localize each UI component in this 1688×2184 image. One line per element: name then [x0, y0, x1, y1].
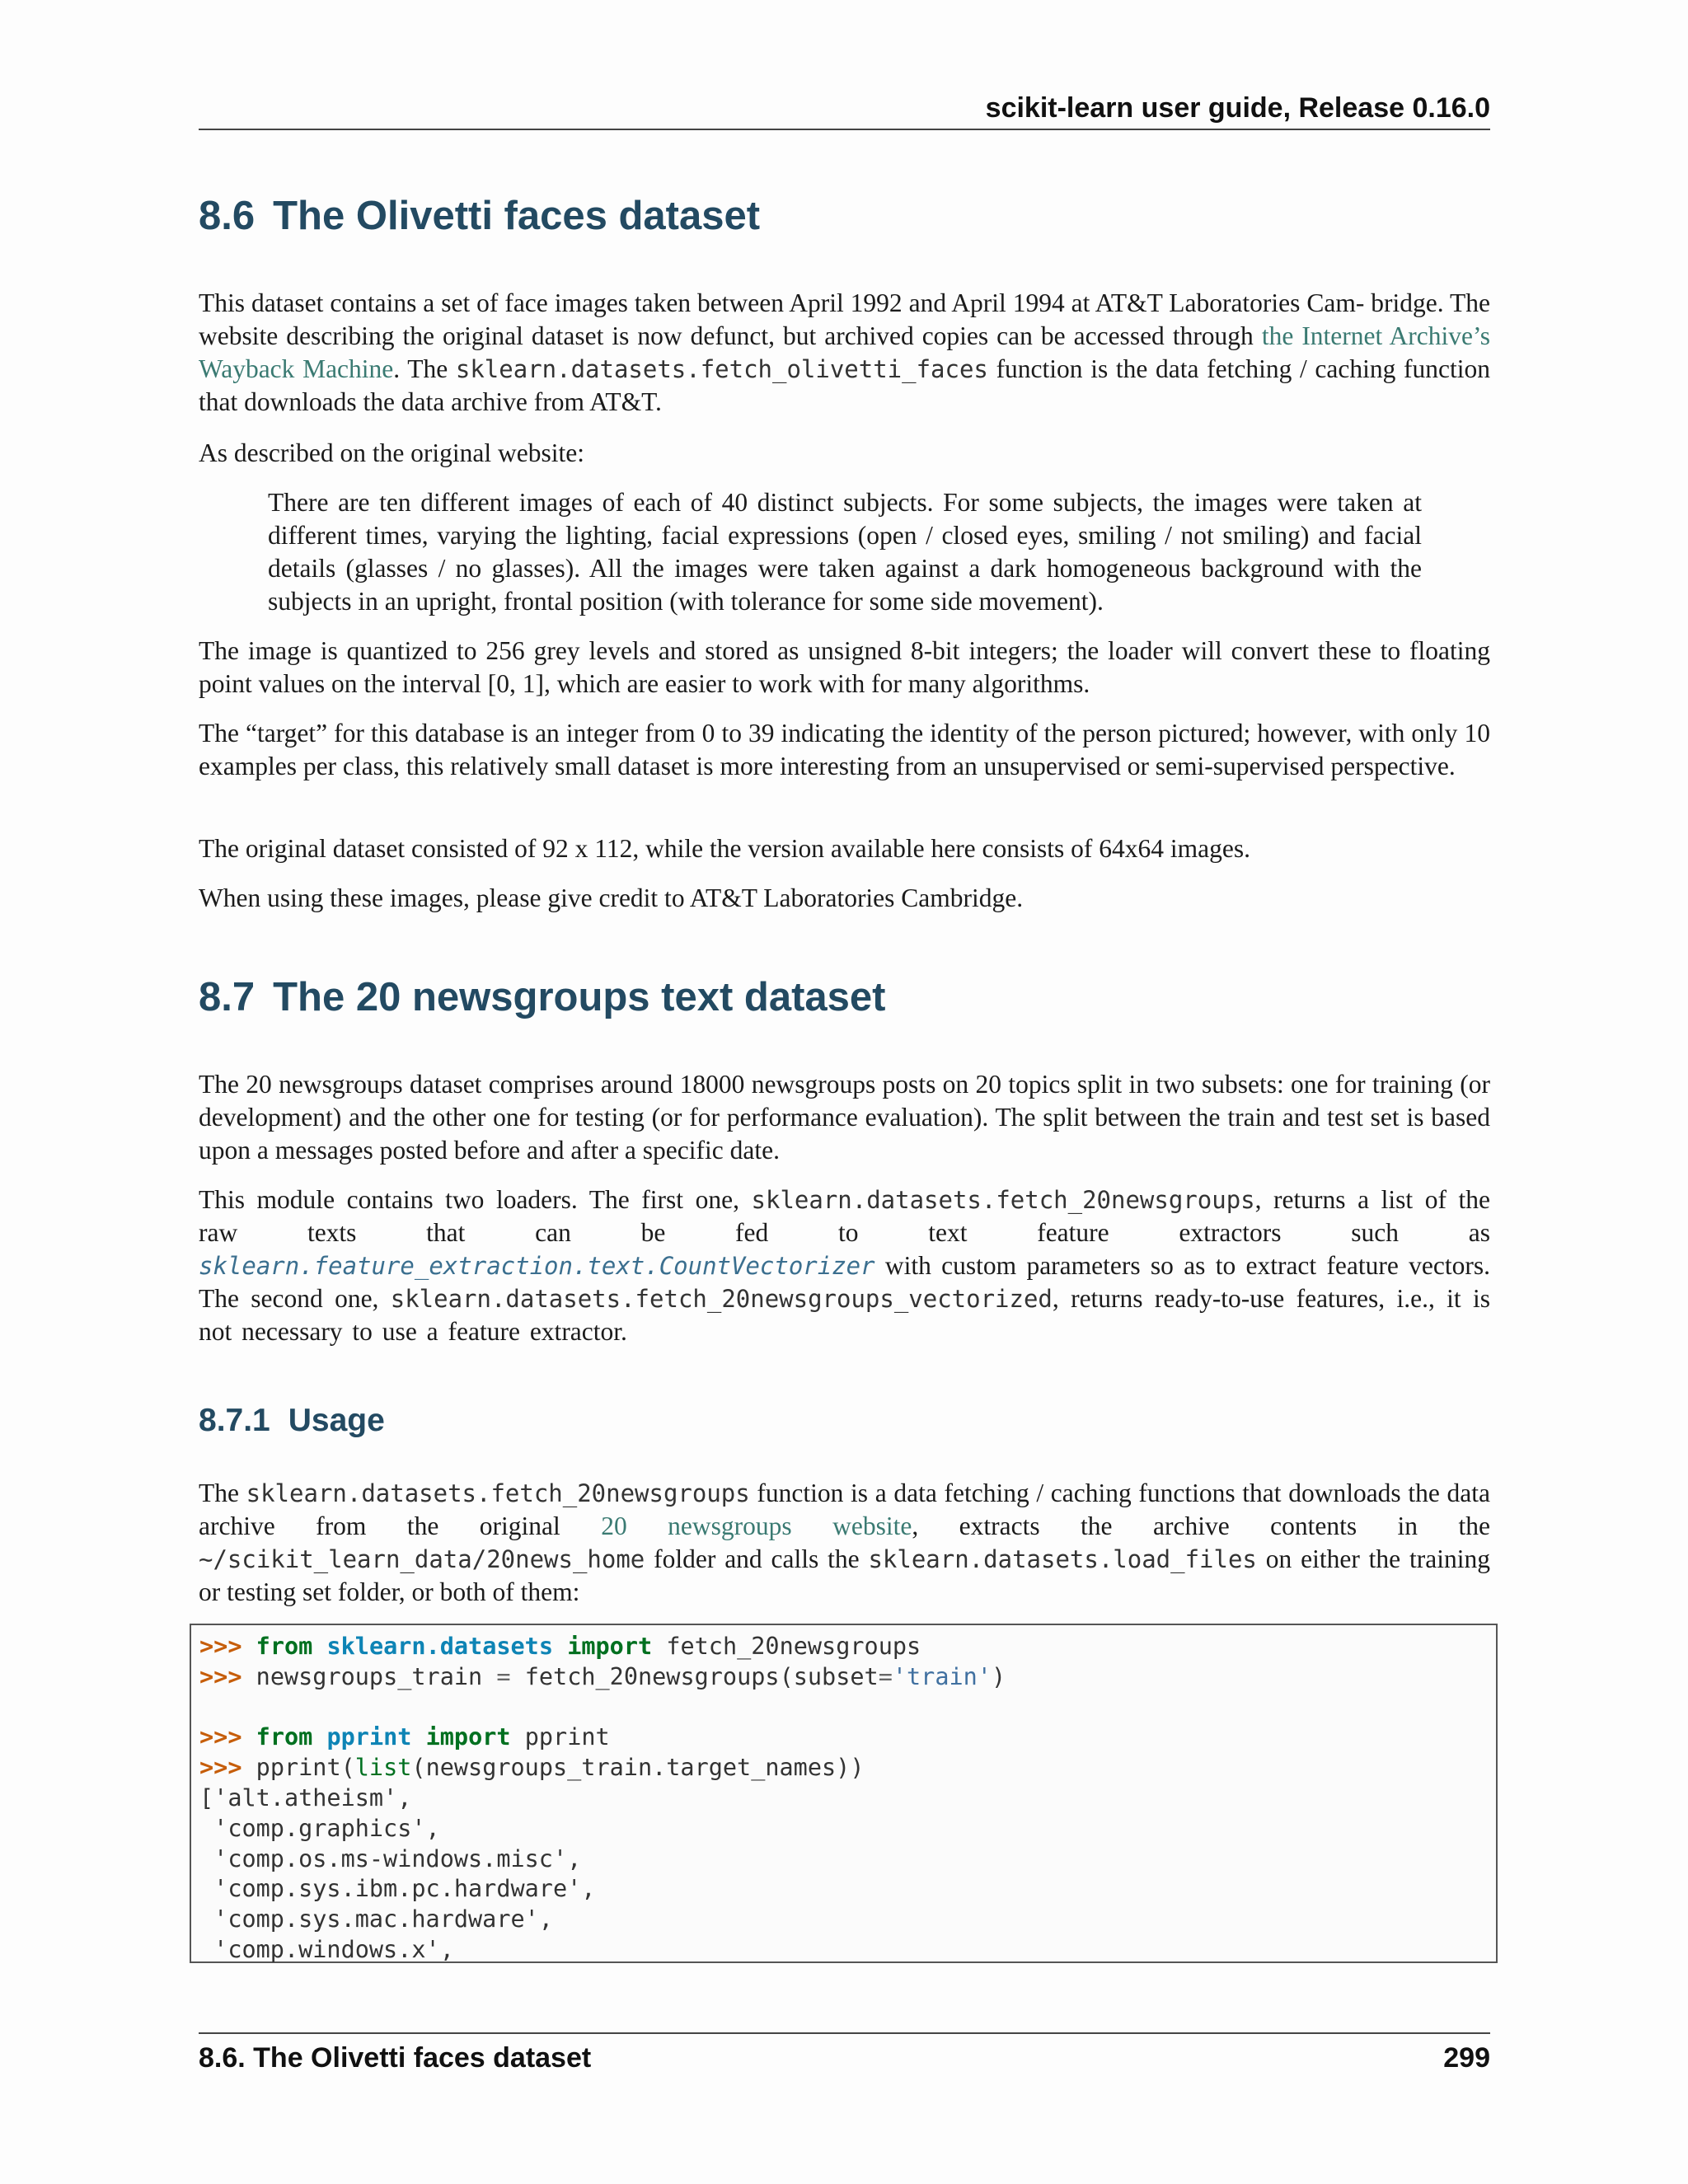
text: , returns ready-to-use features, i.e., it is not necessary to use a feature extractor. [199, 1284, 1490, 1346]
running-header: scikit-learn user guide, Release 0.16.0 [985, 92, 1490, 124]
keyword: from [256, 1633, 313, 1660]
text: , returns a list of the raw texts that can be fed to text feature extractors such as [199, 1185, 1490, 1247]
prompt: >>> [199, 1754, 242, 1782]
text: The [199, 1479, 246, 1507]
text: function is a data fetching / caching functions that downloads the data archive from the original [199, 1479, 1490, 1540]
code-output-line: 'comp.windows.x', [199, 1935, 454, 1963]
paragraph: The 20 newsgroups dataset comprises around 18000 newsgroups posts on 20 topics split in two subsets: one for training (or development) and the other one for testing (or for performance evaluation). The split between the train and test set is based upon a messages posted before and after a specific date. [199, 1070, 1490, 1165]
operator: = [496, 1662, 511, 1690]
code-output-line: 'comp.sys.ibm.pc.hardware', [199, 1875, 596, 1903]
section-title: The Olivetti faces dataset [273, 194, 761, 238]
text: This dataset contains a set of face images taken between April 1992 and April 1994 at AT&T Laboratories Cam- bridge. The website describing the original dataset is now defunct, but archived copies can be accessed through [199, 288, 1490, 350]
paragraph [199, 1477, 1490, 1609]
code-blank-line [199, 1693, 1496, 1723]
prompt: >>> [199, 1723, 242, 1751]
identifier: newsgroups_train [256, 1662, 483, 1690]
section-number: 8.7 [199, 975, 256, 1019]
inline-code: sklearn.datasets.fetch_20newsgroups_vectorized [390, 1285, 1053, 1313]
text: function is the data fetching / caching function that downloads the data archive from AT&T. [199, 354, 1491, 416]
header-rule [199, 129, 1490, 130]
prompt: >>> [199, 1633, 242, 1660]
subsection-heading-8-7-1 [199, 1403, 385, 1439]
code-output-line: 'comp.graphics', [199, 1814, 440, 1842]
text: on either the training or testing set folder, or both of them: [199, 1544, 1490, 1606]
footer-section-title: 8.6. The Olivetti faces dataset [199, 2042, 592, 2074]
code-line [199, 1753, 1496, 1783]
code-line [199, 1722, 1496, 1753]
inline-code: sklearn.datasets.fetch_olivetti_faces [455, 355, 988, 383]
section-heading-8-7 [199, 974, 886, 1020]
identifier: pprint [524, 1723, 610, 1751]
string-literal: 'train' [892, 1662, 992, 1690]
code-output-line: 'comp.os.ms-windows.misc', [199, 1844, 582, 1872]
identifier: fetch_20newsgroups(subset [524, 1662, 879, 1690]
paragraph: The original dataset consisted of 92 x 112, while the version available here consists of 64x64 images. [199, 834, 1251, 863]
text: folder and calls the [645, 1544, 869, 1573]
section-title: The 20 newsgroups text dataset [273, 975, 886, 1019]
paragraph: As described on the original website: [199, 438, 585, 467]
section-heading-8-6 [199, 193, 760, 239]
paragraph [199, 287, 1490, 419]
paragraph [199, 1183, 1490, 1348]
keyword: import [425, 1723, 511, 1751]
document-page [199, 0, 1490, 2184]
keyword: import [567, 1633, 653, 1660]
paragraph: When using these images, please give credit to AT&T Laboratories Cambridge. [199, 883, 1024, 912]
code-line [199, 1662, 1496, 1693]
operator: = [878, 1662, 893, 1690]
page-number: 299 [1443, 2042, 1490, 2074]
keyword: from [256, 1723, 313, 1751]
code-line [199, 1632, 1496, 1662]
code-output-line: ['alt.atheism', [199, 1783, 412, 1811]
block-quote: There are ten different images of each of 40 distinct subjects. For some subjects, the images were taken at different times, varying the lighting, facial expressions (open / closed eyes, smiling / not smiling) and facial details (glasses / no glasses). All the images were taken against a dark homogeneous background with the subjects in an upright, frontal position (with tolerance for some side movement). [268, 488, 1422, 616]
section-title: Usage [288, 1403, 385, 1438]
code-output-line: 'comp.sys.mac.hardware', [199, 1905, 553, 1933]
identifier: (newsgroups_train.target_names)) [411, 1754, 865, 1782]
prompt: >>> [199, 1662, 242, 1690]
inline-code: sklearn.datasets.fetch_20newsgroups [751, 1186, 1255, 1214]
text: . The [393, 354, 456, 383]
identifier: pprint( [256, 1754, 355, 1782]
text: This module contains two loaders. The first one, [199, 1185, 752, 1214]
identifier: fetch_20newsgroups [666, 1633, 921, 1660]
section-number: 8.6 [199, 194, 256, 238]
footer-rule [199, 2032, 1490, 2034]
inline-code: ~/scikit_learn_data/20news_home [199, 1545, 645, 1573]
wayback-machine-link[interactable]: the Internet Archive’s Wayback Machine [199, 321, 1490, 383]
module-name: pprint [326, 1723, 412, 1751]
paragraph: The “target” for this database is an integer from 0 to 39 indicating the identity of the person pictured; however, with only 10 examples per class, this relatively small dataset is more interesting from an unsupervised or semi-supervised perspective. [199, 719, 1490, 780]
code-block[interactable] [190, 1624, 1498, 1963]
paragraph: The image is quantized to 256 grey levels and stored as unsigned 8-bit integers; the loader will convert these to floating point values on the interval [0, 1], which are easier to work with for many algorithms. [199, 636, 1490, 698]
inline-code: sklearn.datasets.load_files [868, 1545, 1257, 1573]
section-number: 8.7.1 [199, 1403, 270, 1438]
text: , extracts the archive contents in the [912, 1511, 1490, 1540]
punctuation: ) [991, 1662, 1006, 1690]
newsgroups-website-link[interactable]: 20 newsgroups website [601, 1511, 912, 1540]
countvectorizer-link[interactable]: sklearn.feature_extraction.text.CountVectorizer [199, 1252, 875, 1280]
text: with custom parameters so as to extract feature vectors. The second one, [199, 1251, 1490, 1313]
builtin: list [354, 1754, 412, 1782]
inline-code: sklearn.datasets.fetch_20newsgroups [246, 1479, 750, 1507]
module-name: sklearn.datasets [326, 1633, 554, 1660]
